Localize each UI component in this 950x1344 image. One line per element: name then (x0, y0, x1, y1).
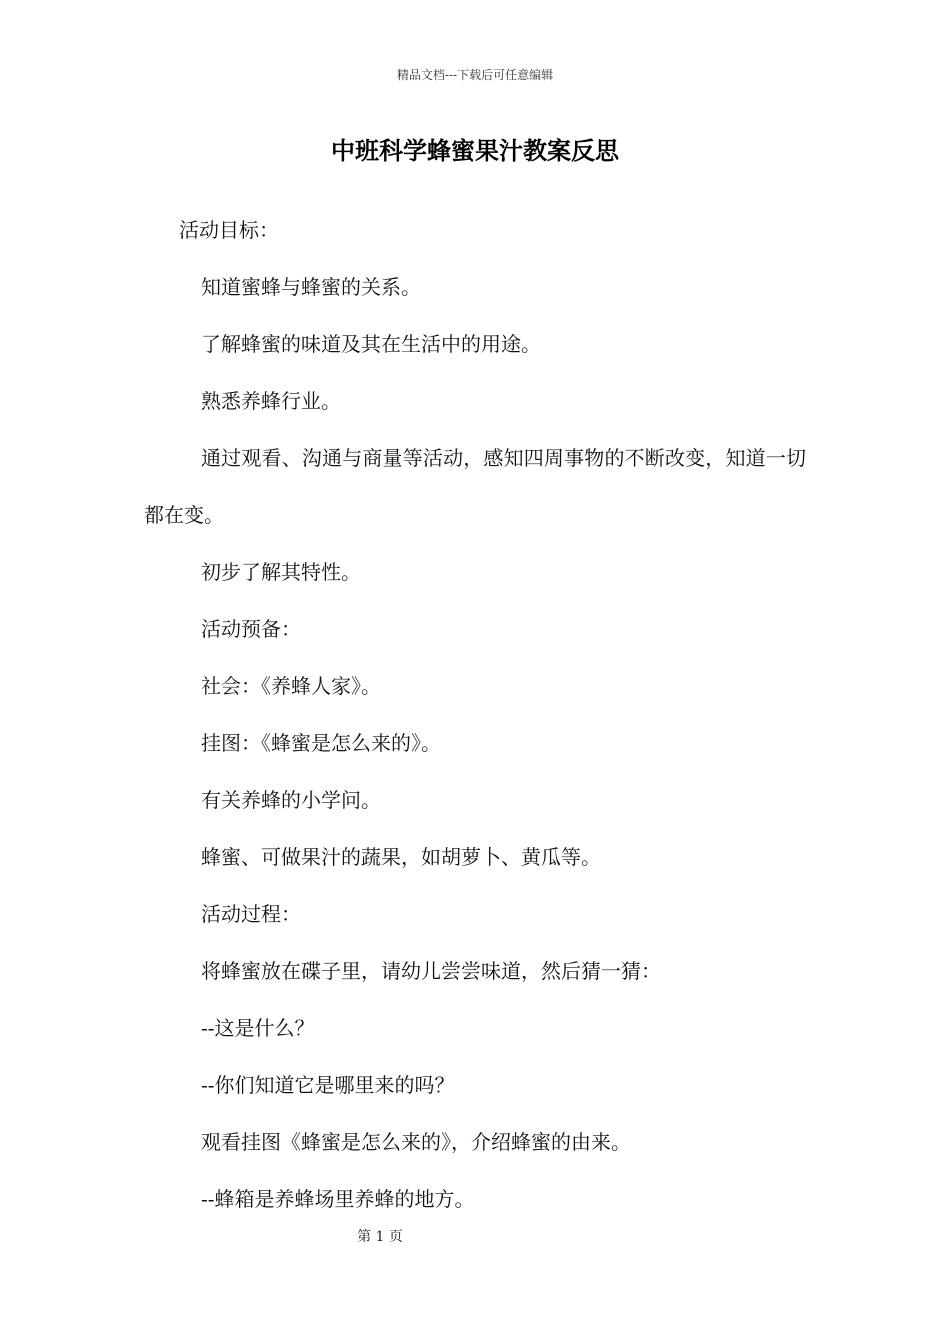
paragraph: 挂图：《蜂蜜是怎么来的》。 (201, 731, 441, 755)
paragraph: 熟悉养蜂行业。 (201, 389, 341, 413)
paragraph: 观看挂图《蜂蜜是怎么来的》，介绍蜂蜜的由来。 (201, 1130, 631, 1154)
paragraph: 知道蜜蜂与蜂蜜的关系。 (201, 275, 421, 299)
paragraph: 初步了解其特性。 (201, 560, 361, 584)
paragraph: 社会：《养蜂人家》。 (201, 674, 381, 698)
page-number: 第 1 页 (357, 1229, 403, 1245)
document-body (144, 202, 806, 1228)
paragraph: 通过观看、沟通与商量等活动，感知四周事物的不断改变，知道一切都在变。 (144, 446, 806, 527)
paragraph: 活动预备： (201, 617, 301, 641)
paragraph: 有关养蜂的小学问。 (201, 788, 381, 812)
paragraph: 活动过程： (201, 902, 301, 926)
document-title: 中班科学蜂蜜果汁教案反思 (331, 136, 619, 165)
paragraph: 活动目标： (179, 218, 279, 242)
paragraph: 将蜂蜜放在碟子里，请幼儿尝尝味道，然后猜一猜： (201, 959, 661, 983)
paragraph: --蜂箱是养蜂场里养蜂的地方。 (201, 1187, 475, 1211)
paragraph: 了解蜂蜜的味道及其在生活中的用途。 (201, 332, 541, 356)
paragraph: 蜂蜜、可做果汁的蔬果，如胡萝卜、黄瓜等。 (201, 845, 601, 869)
paragraph: --你们知道它是哪里来的吗？ (201, 1073, 455, 1097)
paragraph: --这是什么？ (201, 1016, 315, 1040)
page-header: 精品文档---下载后可任意编辑 (396, 68, 554, 82)
